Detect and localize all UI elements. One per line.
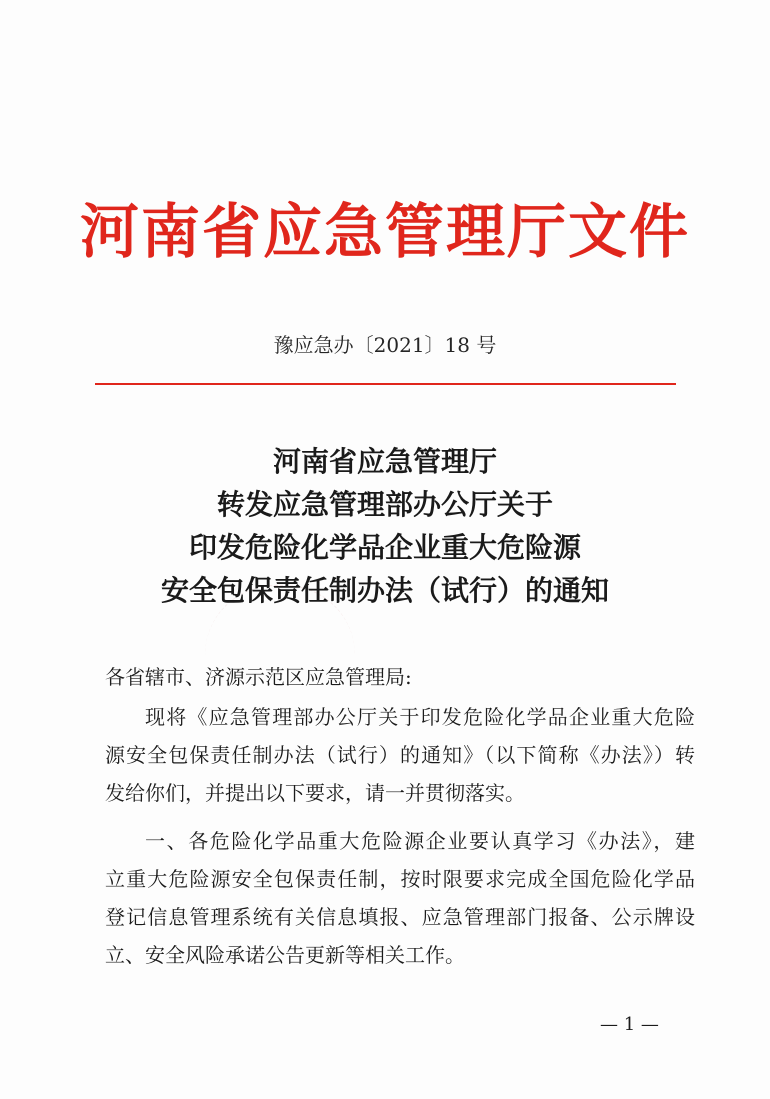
notice-title-line: 安全包保责任制办法（试行）的通知: [160, 574, 609, 607]
paragraph-line: 登记信息管理系统有关信息填报、应急管理部门报备、公示牌设: [105, 905, 695, 929]
notice-title: [0, 440, 770, 612]
notice-title-line: 河南省应急管理厅: [272, 445, 497, 478]
paragraph-line: 一、各危险化学品重大危险源企业要认真学习《办法》，建: [145, 829, 695, 853]
salutation: 各省辖市、济源示范区应急管理局:: [105, 665, 412, 689]
notice-title-line: 转发应急管理部办公厅关于: [216, 488, 553, 521]
red-divider: [95, 383, 676, 385]
document-header-title: 河南省应急管理厅文件: [79, 197, 690, 266]
page-number: — 1 —: [600, 1014, 659, 1035]
paragraph-line: 立、安全风险承诺公告更新等相关工作。: [105, 943, 465, 967]
paragraph-line: 源安全包保责任制办法（试行）的通知》（以下简称《办法》）转: [105, 743, 695, 767]
paragraph-line: 现将《应急管理部办公厅关于印发危险化学品企业重大危险: [145, 705, 695, 729]
notice-title-line: 印发危险化学品企业重大危险源: [188, 531, 581, 564]
paragraph-line: 立重大危险源安全包保责任制，按时限要求完成全国危险化学品: [105, 867, 695, 891]
paragraph-intro: [105, 698, 695, 812]
paragraph-requirement-1: [105, 822, 695, 974]
paragraph-line: 发给你们，并提出以下要求，请一并贯彻落实。: [105, 781, 525, 805]
document-number: 豫应急办〔2021〕18 号: [273, 333, 497, 357]
